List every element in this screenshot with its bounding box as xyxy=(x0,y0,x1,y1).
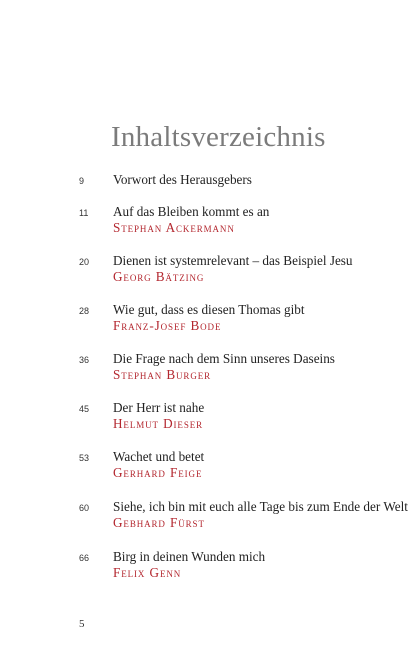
entry-page-number: 20 xyxy=(79,257,90,267)
entry-title: Wachet und betet xyxy=(113,449,205,464)
entry-author: Franz-Josef Bode xyxy=(113,318,222,333)
entry-author: Georg Bätzing xyxy=(113,269,205,284)
entry-page-number: 60 xyxy=(79,503,90,513)
entry-title: Die Frage nach dem Sinn unseres Daseins xyxy=(113,351,335,366)
entry-page-number: 9 xyxy=(79,176,85,186)
entry-page-number: 45 xyxy=(79,404,90,414)
entry-author: Felix Genn xyxy=(113,565,182,580)
entry-page-number: 66 xyxy=(79,553,90,563)
entry-title: Der Herr ist nahe xyxy=(113,400,205,415)
entry-page-number: 36 xyxy=(79,355,90,365)
entry-title: Vorwort des Herausgebers xyxy=(113,172,252,187)
entry-title: Birg in deinen Wunden mich xyxy=(113,549,266,564)
entry-page-number: 28 xyxy=(79,306,90,316)
entry-author: Stephan Burger xyxy=(113,367,212,382)
entry-author: Gerhard Feige xyxy=(113,465,203,480)
entry-author: Stephan Ackermann xyxy=(113,220,235,235)
entry-author: Gebhard Fürst xyxy=(113,515,205,530)
entry-page-number: 53 xyxy=(79,453,90,463)
toc-title: Inhaltsverzeichnis xyxy=(111,121,326,153)
entry-author: Helmut Dieser xyxy=(113,416,204,431)
entry-title: Dienen ist systemrelevant – das Beispiel Jesu xyxy=(113,253,353,268)
footer-page-number: 5 xyxy=(79,618,85,630)
entry-title: Auf das Bleiben kommt es an xyxy=(113,204,270,219)
entry-page-number: 11 xyxy=(79,208,89,218)
entry-title: Wie gut, dass es diesen Thomas gibt xyxy=(113,302,305,317)
entry-title: Siehe, ich bin mit euch alle Tage bis zum Ende der Welt xyxy=(113,499,408,514)
